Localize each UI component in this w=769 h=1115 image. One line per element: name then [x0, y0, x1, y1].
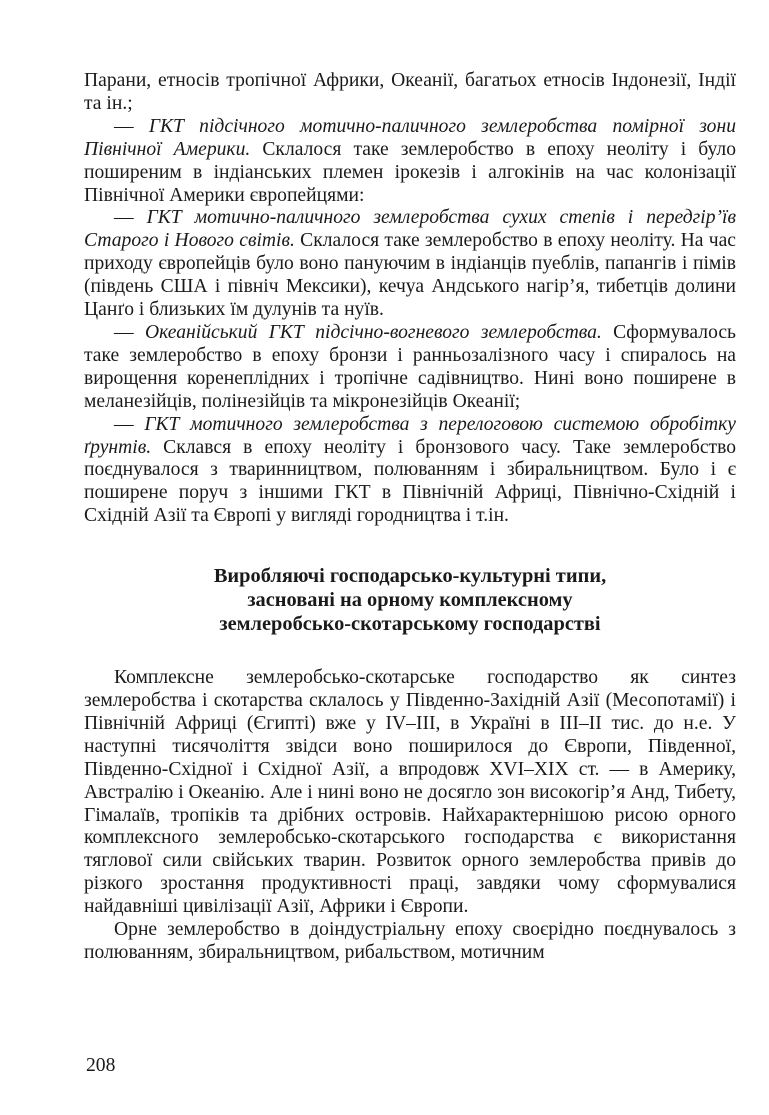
body-paragraph: Орне землеробство в доіндустріальну епоху своєрідно поєднувалось з полюванням, збиральництвом, рибальством, мотичним: [84, 919, 736, 963]
page-body: [84, 70, 736, 965]
intro-text: Парани, етносів тропічної Африки, Океанії, багатьох етносів Індонезії, Індії та ін.;: [84, 70, 736, 114]
list-item: [84, 322, 736, 414]
list-item: [84, 207, 736, 322]
section-heading-line: Виробляючі господарсько-культурні типи,: [213, 565, 607, 588]
section-heading-line: засновані на орному комплексному: [247, 589, 573, 612]
list-item-title: ГКТ мотично-паличного землеробства сухих степів і передгір’їв Старого і Нового світів.: [84, 207, 736, 252]
list-item-dash: —: [114, 413, 145, 435]
list-item-text: Склалося таке землеробство в епоху неоліту і було поширеним в індіанських племен ірокезів і алгокінів на час колонізації Північної Америки європейцями:: [84, 138, 736, 206]
list-item: [84, 116, 736, 208]
list-item-title: ГКТ мотичного землеробства з перелоговою системою обробітку ґрунтів.: [84, 413, 736, 458]
body-paragraph: Комплексне землеробсько-скотарське господарство як синтез землеробства і скотарства склалось у Південно-Західній Азії (Месопотамії) і Північній Африці (Єгипті) вже у IV–III, в Україні в III–II тис. до н.е. У наступні тисячоліття звідси воно поширилося до Європи, Південної, Південно-Східної і Східної Азії, а впродовж XVI–XIX ст. — в Америку, Австралію і Океанію. Але і нині воно не досягло зон високогір’я Анд, Тибету, Гімалаїв, тропіків та дрібних островів. Найхарактернішою рисою орного комплексного землеробсько-скотарського господарства є використання тяглової сили свійських тварин. Розвиток орного землеробства привів до різкого зростання продуктивності праці, завдяки чому сформувалися найдавніші цивілізації Азії, Африки і Європи.: [84, 667, 736, 918]
intro-paragraph: [84, 70, 736, 116]
list-item-text: Склався в епоху неоліту і бронзового часу. Таке землеробство поєднувалося з тваринництвом, полюванням і збиральництвом. Було і є поширене поруч з іншими ГКТ в Північній Африці, Північно-Східній і Східній Азії та Європі у вигляді городництва і т.ін.: [84, 436, 736, 527]
list-item: [84, 414, 736, 529]
section-heading: [84, 564, 736, 636]
list-item-title: ГКТ підсічного мотично-паличного землеробства помірної зони Північної Америки.: [84, 115, 736, 160]
list-item-dash: —: [114, 115, 149, 137]
list-item-dash: —: [114, 207, 147, 229]
page-number: 208: [86, 1055, 116, 1076]
list-item-title: Океанійський ГКТ підсічно-вогневого землеробства.: [144, 321, 602, 343]
list-item-text: Сформувалось таке землеробство в епоху бронзи і ранньозалізного часу і спиралось на вирощення коренеплідних і тропічне садівництво. Нині воно поширене в меланезійців, полінезійців та мікронезійців Океанії;: [84, 321, 736, 412]
list-item-dash: —: [114, 321, 145, 343]
section-heading-line: землеробсько-скотарському господарстві: [219, 613, 601, 636]
list-item-text: Склалося таке землеробство в епоху неоліту. На час приходу європейців було воно пануючим в індіанців пуеблів, папангів і пімів (південь США і північ Мексики), кечуа Андського нагір’я, тибетців долини Цанґо і близьких їм дулунів та нуїв.: [84, 230, 736, 321]
